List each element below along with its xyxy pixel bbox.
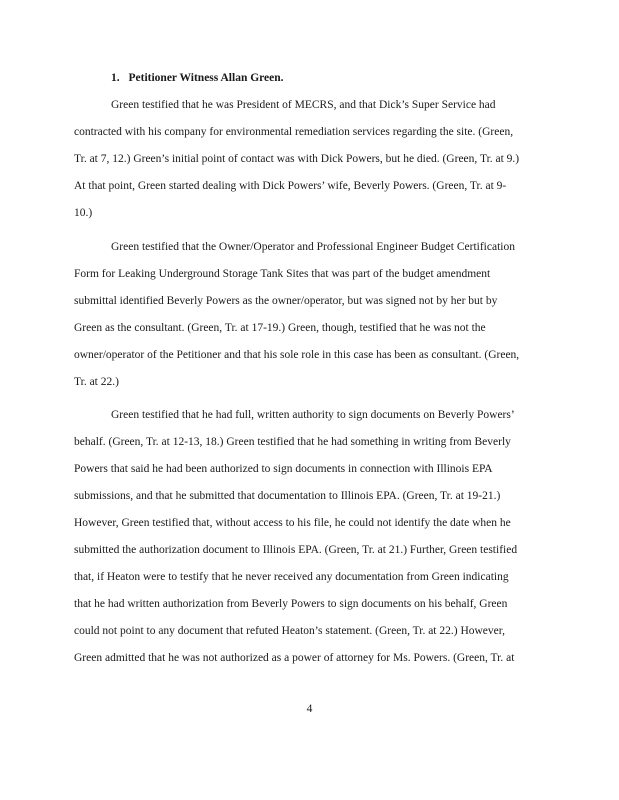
paragraph-2-line: submittal identified Beverly Powers as the owner/operator, but was signed not by her but by — [74, 295, 498, 307]
paragraph-3-line: Green admitted that he was not authorized as a power of attorney for Ms. Powers. (Green, Tr. at — [74, 652, 515, 664]
paragraph-3-line: submitted the authorization document to Illinois EPA. (Green, Tr. at 21.) Further, Green testified — [74, 544, 518, 556]
paragraph-1-line: Green testified that he was President of MECRS, and that Dick’s Super Service had — [111, 99, 496, 111]
paragraph-1-line: At that point, Green started dealing with Dick Powers’ wife, Beverly Powers. (Green, Tr. at 9- — [74, 180, 507, 192]
paragraph-3-line: However, Green testified that, without access to his file, he could not identify the date when he — [74, 517, 511, 529]
page-number: 4 — [306, 703, 313, 715]
paragraph-2-line: Green as the consultant. (Green, Tr. at 17-19.) Green, though, testified that he was not the — [74, 322, 486, 334]
paragraph-3-line: behalf. (Green, Tr. at 12-13, 18.) Green testified that he had something in writing from Beverly — [74, 436, 511, 448]
paragraph-3-line: that he had written authorization from Beverly Powers to sign documents on his behalf, Green — [74, 598, 508, 610]
paragraph-1-line: contracted with his company for environmental remediation services regarding the site. (Green, — [74, 126, 514, 138]
paragraph-1-line: Tr. at 7, 12.) Green’s initial point of contact was with Dick Powers, but he died. (Green, Tr. at 9.) — [74, 153, 520, 165]
paragraph-2-line: Tr. at 22.) — [74, 376, 119, 388]
paragraph-3-line: submissions, and that he submitted that documentation to Illinois EPA. (Green, Tr. at 19-21.) — [74, 490, 501, 502]
paragraph-2-line: owner/operator of the Petitioner and that his sole role in this case has been as consultant. (Green, — [74, 349, 520, 361]
paragraph-3-line: Green testified that he had full, written authority to sign documents on Beverly Powers’ — [111, 409, 515, 421]
paragraph-3-line: that, if Heaton were to testify that he never received any documentation from Green indicating — [74, 571, 509, 583]
paragraph-3-line: Powers that said he had been authorized to sign documents in connection with Illinois EPA — [74, 463, 493, 475]
paragraph-1-line: 10.) — [74, 207, 93, 219]
section-number: 1. — [111, 72, 120, 84]
section-heading — [111, 72, 284, 84]
paragraph-2-line: Form for Leaking Underground Storage Tank Sites that was part of the budget amendment — [74, 268, 491, 280]
paragraph-2-line: Green testified that the Owner/Operator and Professional Engineer Budget Certification — [111, 241, 515, 253]
section-title: Petitioner Witness Allan Green. — [128, 72, 284, 84]
paragraph-3-line: could not point to any document that refuted Heaton’s statement. (Green, Tr. at 22.) However, — [74, 625, 506, 637]
